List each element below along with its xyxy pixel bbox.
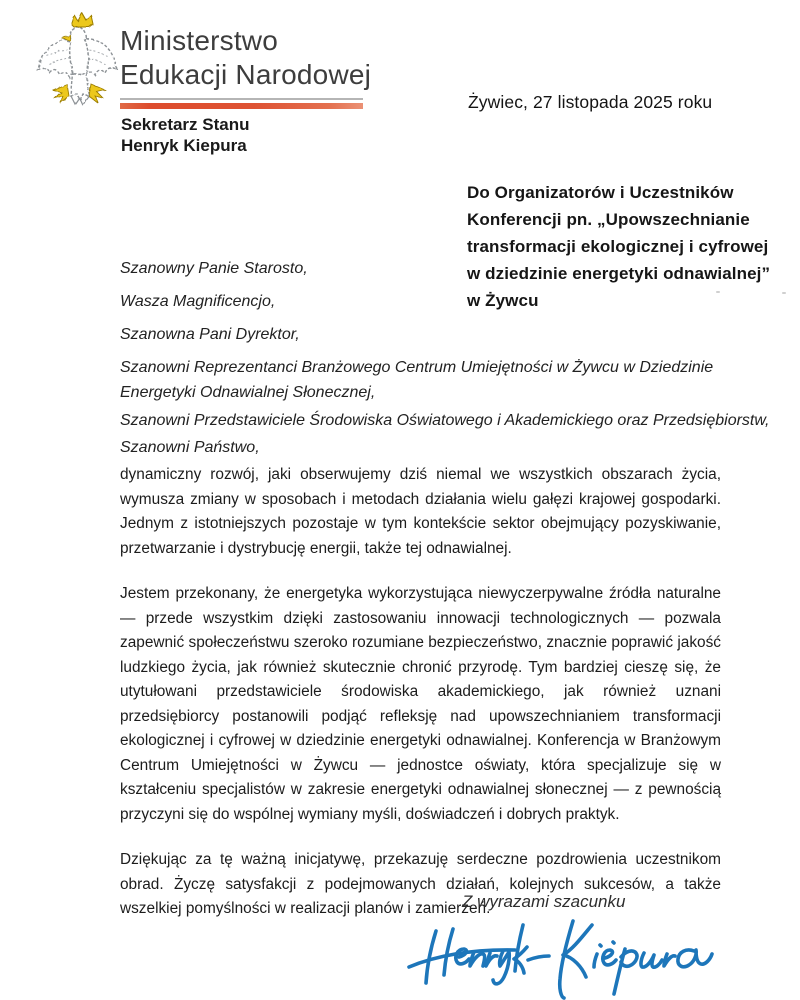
- recipient-line: w dziedzinie energetyki odnawialnej”: [467, 264, 771, 283]
- salutation-line: Szanowni Reprezentanci Branżowego Centrum Umiejętności w Żywcu w Dziedzinie: [120, 359, 714, 376]
- ministry-name-line2: Edukacji Narodowej: [120, 59, 372, 90]
- recipient-line: Konferencji pn. „Upowszechnianie: [467, 210, 750, 229]
- official-block: [121, 114, 250, 156]
- salutation-line: Szanowny Panie Starosto,: [120, 260, 308, 277]
- letterhead-gray-rule: [120, 98, 363, 100]
- salutation-line: Szanowni Przedstawiciele Środowiska Oświatowego i Akademickiego oraz Przedsiębiorstw,: [120, 412, 770, 429]
- official-title: Sekretarz Stanu: [121, 115, 250, 134]
- body-paragraph: Dziękując za tę ważną inicjatywę, przekazuję serdeczne pozdrowienia uczestnikom obrad. Życzę satysfakcji z podejmowanych działań, kolejnych sukcesów, a także wszelkiej pomyślności w realizacji planów i zamierzeń.: [120, 851, 721, 917]
- body-paragraph: Jestem przekonany, że energetyka wykorzystująca niewyczerpywalne źródła naturalne — przede wszystkim dzięki zastosowaniu innowacji technologicznych — pozwala zapewnić społeczeństwu szeroko rozumiane bezpieczeństwo, znacznie poprawić jakość ludzkiego życia, jak również skutecznie chronić przyrodę. Tym bardziej cieszę się, że utytułowani przedstawiciele środowiska akademickiego, jak również uznani przedsiębiorcy postanowili podjąć refleksję nad upowszechnianiem transformacji ekologicznej i cyfrowej w dziedzinie energetyki odnawialnej. Konferencja w Branżowym Centrum Umiejętności w Żywcu — jednostce oświaty, która specjalizuje się w kształceniu specjalistów w zakresie energetyki odnawialnej słonecznej — z pewnością przyczyni się do wspólnej wymiany myśli, doświadczeń i dobrych praktyk.: [120, 585, 721, 823]
- date-line: Żywiec, 27 listopada 2025 roku: [468, 92, 713, 112]
- recipient-line: w Żywcu: [467, 291, 539, 310]
- recipient-line: transformacji ekologicznej i cyfrowej: [467, 237, 769, 256]
- scan-speck: [782, 292, 786, 294]
- body-paragraph: dynamiczny rozwój, jaki obserwujemy dziś niemal we wszystkich obszarach życia, wymusza zmiany w sposobach i metodach działania wielu gałęzi krajowej gospodarki. Jednym z istotniejszych pozostaje w tym kontekście sektor obejmujący pozyskiwanie, przetwarzanie i dystrybucję energii, także tej odnawialnej.: [120, 466, 721, 557]
- handwritten-signature: [395, 905, 715, 1000]
- closing-phrase: Z wyrazami szacunku: [462, 892, 626, 911]
- salutation-line: Energetyki Odnawialnej Słonecznej,: [120, 384, 376, 401]
- letter-body: [120, 463, 721, 943]
- letterhead-red-rule: [120, 103, 363, 109]
- salutation-line: Szanowni Państwo,: [120, 439, 260, 456]
- salutation-line: Szanowna Pani Dyrektor,: [120, 326, 300, 343]
- polish-eagle-emblem-icon: [33, 12, 121, 120]
- ministry-name-line1: Ministerstwo: [120, 25, 278, 56]
- salutation-block: [120, 258, 770, 470]
- official-name: Henryk Kiepura: [121, 136, 247, 155]
- ministry-name: [120, 24, 371, 92]
- salutation-line: Wasza Magnificencjo,: [120, 293, 276, 310]
- recipient-line: Do Organizatorów i Uczestników: [467, 183, 734, 202]
